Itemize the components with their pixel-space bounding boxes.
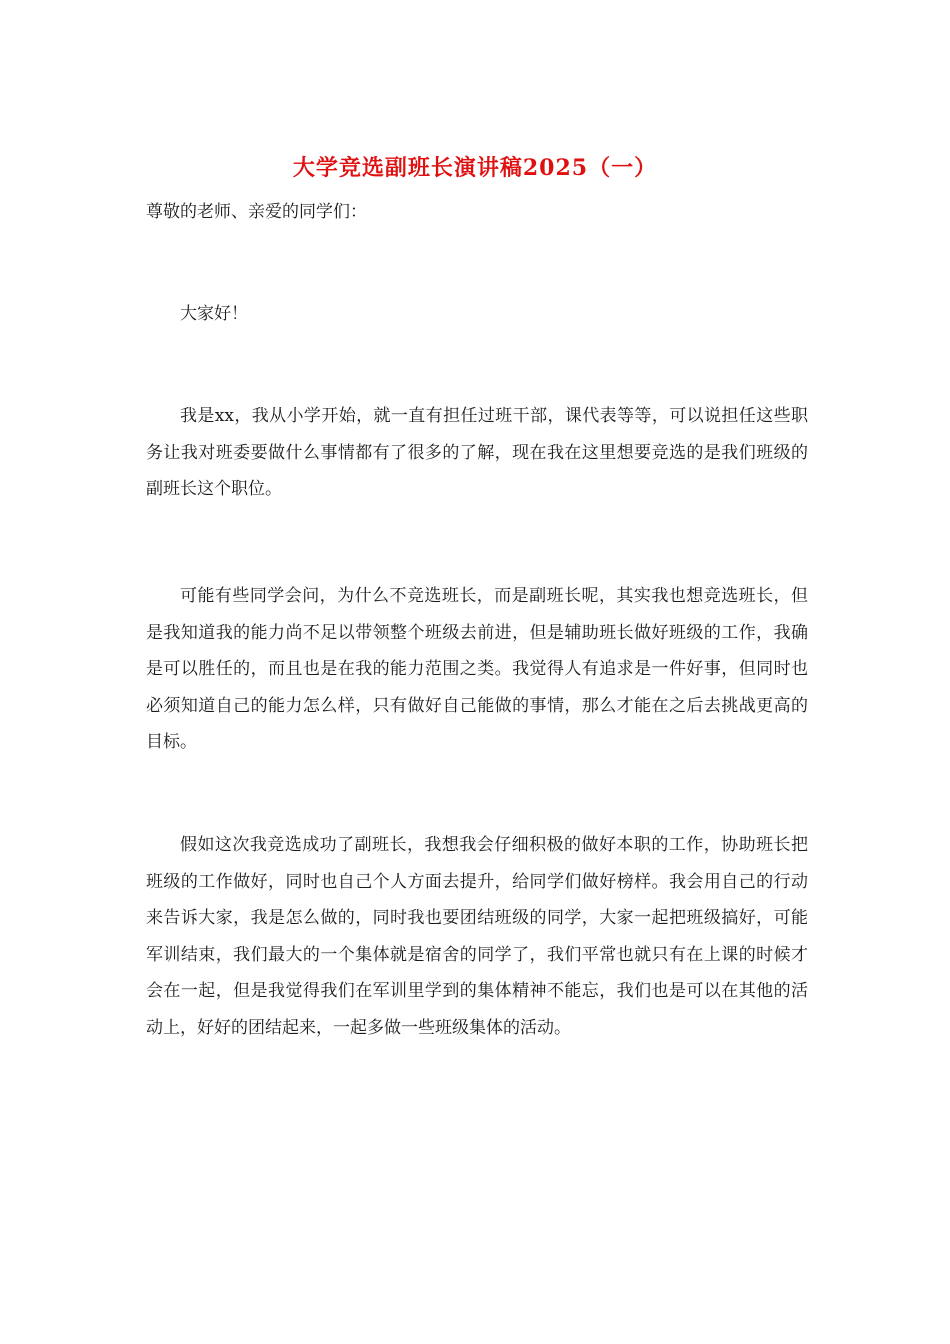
- paragraph-reason: 可能有些同学会问，为什么不竞选班长，而是副班长呢，其实我也想竞选班长，但是我知道我的能力尚不足以带领整个班级去前进，但是辅助班长做好班级的工作，我确是可以胜任的，而且也是在我的能力范围之类。我觉得人有追求是一件好事，但同时也必须知道自己的能力怎么样，只有做好自己能做的事情，那么才能在之后去挑战更高的目标。: [146, 586, 808, 752]
- salutation: 尊敬的老师、亲爱的同学们：: [146, 202, 367, 222]
- paragraph-intro: 我是xx，我从小学开始，就一直有担任过班干部，课代表等等，可以说担任这些职务让我对班委要做什么事情都有了很多的了解，现在我在这里想要竞选的是我们班级的副班长这个职位。: [146, 406, 808, 499]
- document-title: 大学竞选副班长演讲稿2025（一）: [292, 155, 658, 181]
- paragraph-plan: 假如这次我竞选成功了副班长，我想我会仔细积极的做好本职的工作，协助班长把班级的工作做好，同时也自己个人方面去提升，给同学们做好榜样。我会用自己的行动来告诉大家，我是怎么做的，同时我也要团结班级的同学，大家一起把班级搞好，可能军训结束，我们最大的一个集体就是宿舍的同学了，我们平常也就只有在上课的时候才会在一起，但是我觉得我们在军训里学到的集体精神不能忘，我们也是可以在其他的活动上，好好的团结起来，一起多做一些班级集体的活动。: [146, 835, 808, 1038]
- paragraph-greeting: 大家好！: [180, 304, 248, 324]
